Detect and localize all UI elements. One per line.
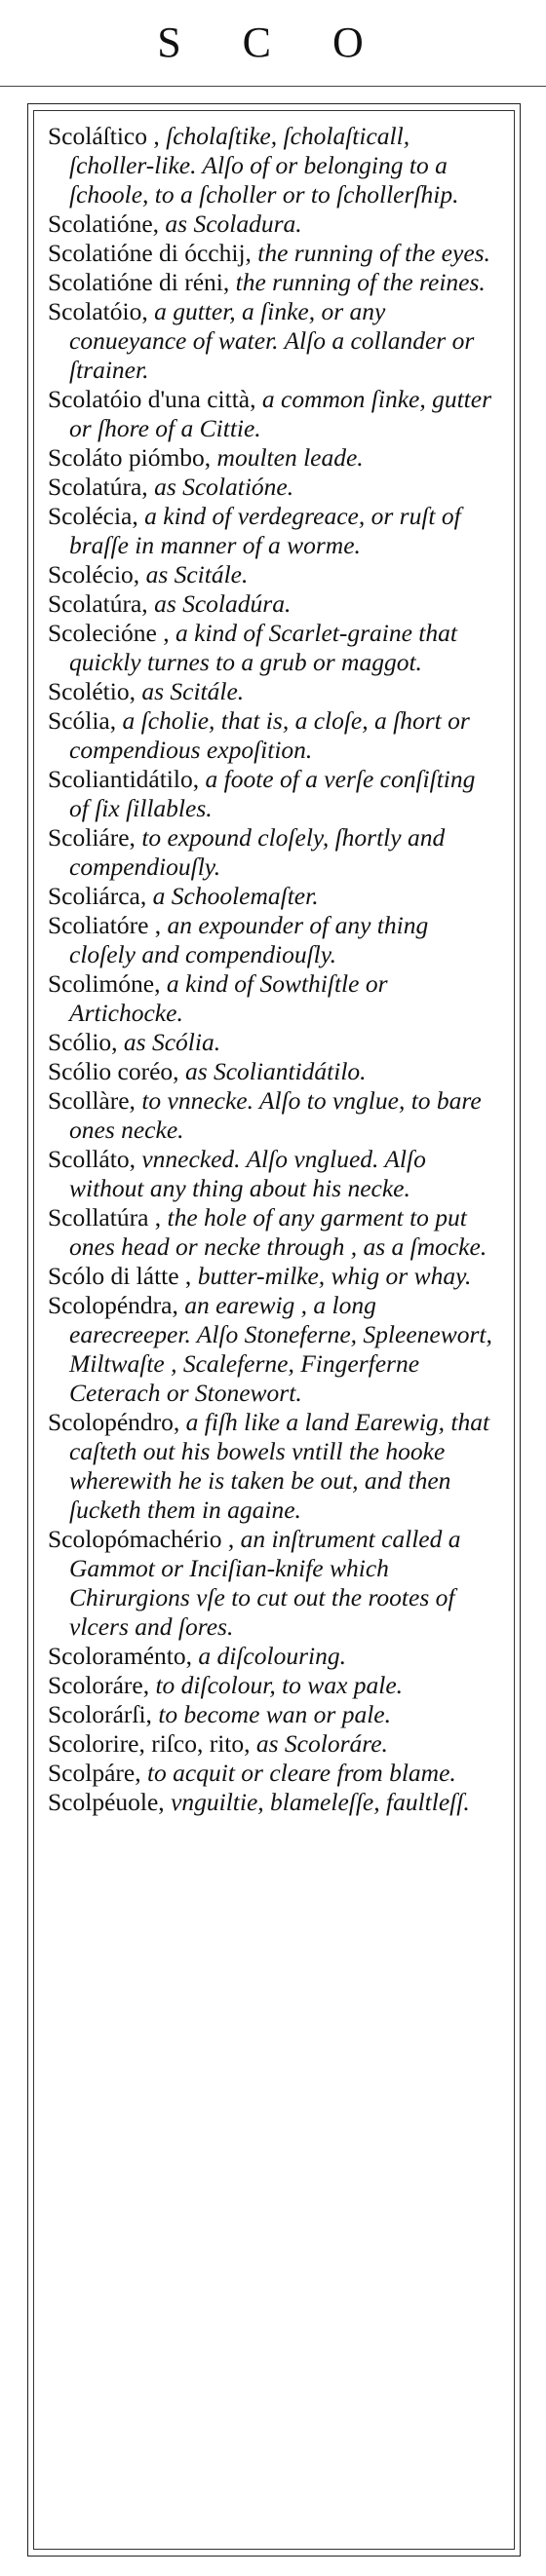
dictionary-entry [48,1057,498,1086]
entry-headword: Scólio coréo, [48,1057,179,1085]
entry-headword: Scolatóio d'una città, [48,385,256,413]
entry-headword: Scoloraménto, [48,1642,193,1670]
entry-headword: Scolatúra, [48,473,148,501]
entry-definition: to acquit or cleare from blame. [140,1759,456,1787]
entry-headword: Scoloráre, [48,1671,150,1699]
entry-headword: Scolécio, [48,560,140,588]
entry-definition: as Scoladúra. [147,589,292,618]
dictionary-entry [48,1525,498,1642]
entry-definition: a ſcholie, that is, a cloſe, a ſhort or compendious expoſition. [69,706,470,764]
dictionary-entry [48,1203,498,1262]
entry-definition: as Scitále. [135,677,245,705]
entry-headword: Scolopómachério , [48,1525,235,1553]
dictionary-entry [48,268,498,297]
entry-headword: Scolopéndra, [48,1291,178,1319]
dictionary-entry [48,882,498,911]
entry-column [27,103,521,2557]
entry-definition: to become wan or pale. [151,1700,391,1728]
entry-headword: Scolecióne , [48,619,170,647]
entry-headword: Scolatióne di réni, [48,268,230,296]
dictionary-entry [48,1729,498,1759]
entry-definition: a foote of a verſe conſiſting of ſix ſillables. [69,765,476,822]
entry-definition: an earewig , a long earecreeper. Alſo Stoneferne, Spleenewort, Miltwaſte , Scaleferne, Fingerferne Ceterach or Stonewort. [69,1291,492,1407]
dictionary-entry [48,911,498,969]
entry-definition: ſcholaſtike, ſcholaſticall, ſcholler-like. Alſo of or belonging to a ſchoole, to a ſcholler or to ſchollerſhip. [69,122,459,208]
dictionary-entry [48,589,498,619]
entry-headword: Scólo di látte , [48,1262,192,1290]
dictionary-entry [48,1642,498,1671]
entry-definition: the running of the eyes. [251,239,490,267]
entry-definition: butter-milke, whig or whay. [191,1262,472,1290]
entry-headword: Scolimóne, [48,969,161,998]
running-head: S C O [157,19,389,66]
dictionary-entry [48,1408,498,1525]
dictionary-entry [48,706,498,765]
entry-definition: as Scólia. [117,1028,221,1056]
entry-definition: as Scoladura. [159,209,302,238]
entry-definition: a kind of Sowthiſtle or Artichocke. [69,969,388,1027]
entry-definition: a diſcolouring. [192,1642,346,1670]
dictionary-entry [48,443,498,473]
dictionary-entry [48,385,498,443]
dictionary-entry [48,1145,498,1203]
dictionary-entry [48,677,498,706]
entry-definition: a fiſh like a land Earewig, that caſteth out his bowels vntill the hooke wherewith he is taken be out, and then ſucketh them in againe. [69,1408,490,1524]
entry-headword: Scolétio, [48,677,136,705]
entry-headword: Scolláto, [48,1145,136,1173]
entry-headword: Scoliárca, [48,882,147,910]
dictionary-entry [48,502,498,560]
entry-definition: vnguiltie, blameleſſe, faultleſſ. [164,1788,470,1816]
entry-definition: a gutter, a ſinke, or any conueyance of water. Alſo a collander or ſtrainer. [69,297,475,384]
dictionary-entry [48,209,498,239]
entry-headword: Scoláſtico , [48,122,160,150]
entry-definition: the running of the reines. [229,268,486,296]
dictionary-entry [48,1700,498,1729]
entry-definition: a common ſinke, gutter or ſhore of a Cittie. [69,385,492,442]
entry-headword: Scolatúra, [48,589,148,618]
dictionary-entry [48,765,498,823]
dictionary-entry [48,619,498,677]
dictionary-entry [48,1759,498,1788]
dictionary-entry [48,969,498,1028]
entry-definition: to vnnecke. Alſo to vnglue, to bare ones necke. [69,1086,482,1144]
dictionary-entry [48,1291,498,1408]
entry-headword: Scoláto piómbo, [48,443,212,472]
entry-headword: Scolopéndro, [48,1408,180,1436]
entry-headword: Scolpéuole, [48,1788,165,1816]
dictionary-entry [48,1086,498,1145]
entry-headword: Scoliatóre , [48,911,162,939]
entry-definition: an expounder of any thing cloſely and compendiouſly. [69,911,429,968]
dictionary-entry [48,1788,498,1817]
entry-definition: a kind of verdegreace, or ruſt of braſſe in manner of a worme. [69,502,461,559]
entry-definition: a kind of Scarlet-graine that quickly turnes to a grub or maggot. [69,619,457,676]
entry-headword: Scolécia, [48,502,138,530]
entry-definition: as Scolatióne. [147,473,294,501]
entry-headword: Scolatóio, [48,297,148,325]
dictionary-entry [48,1671,498,1700]
dictionary-entry [48,122,498,209]
entry-headword: Scollatúra , [48,1203,162,1231]
dictionary-entry [48,1028,498,1057]
entry-definition: as Scoliantidátilo. [178,1057,367,1085]
entry-headword: Scólio, [48,1028,118,1056]
entry-headword: Scollàre, [48,1086,136,1115]
entry-headword: Scoliáre, [48,823,136,852]
entry-headword: Scólia, [48,706,117,735]
dictionary-entry [48,1262,498,1291]
header-rule [0,86,546,87]
entry-definition: as Scoloráre. [250,1729,388,1758]
dictionary-entry [48,473,498,502]
entry-definition: moulten leade. [211,443,364,472]
entry-headword: Scolorárſi, [48,1700,152,1728]
entry-definition: a Schoolemaſter. [146,882,319,910]
entry-definition: to expound cloſely, ſhortly and compendiouſly. [69,823,446,881]
entry-headword: Scolatióne, [48,209,160,238]
entry-definition: to diſcolour, to wax pale. [149,1671,404,1699]
entry-list [48,122,498,1817]
entry-headword: Scolpáre, [48,1759,141,1787]
entry-headword: Scoliantidátilo, [48,765,200,793]
entry-headword: Scolatióne di ócchij, [48,239,252,267]
dictionary-entry [48,560,498,589]
dictionary-entry [48,297,498,385]
entry-definition: as Scitále. [139,560,249,588]
entry-definition: the hole of any garment to put ones head or necke through , as a ſmocke. [69,1203,488,1261]
dictionary-entry [48,823,498,882]
dictionary-entry [48,239,498,268]
entry-definition: an inſtrument called a Gammot or Inciſian-knife which Chirurgions vſe to cut out the rootes of vlcers and ſores. [69,1525,461,1641]
entry-definition: vnnecked. Alſo vnglued. Alſo without any thing about his necke. [69,1145,426,1202]
entry-headword: Scolorire, riſco, rito, [48,1729,251,1758]
